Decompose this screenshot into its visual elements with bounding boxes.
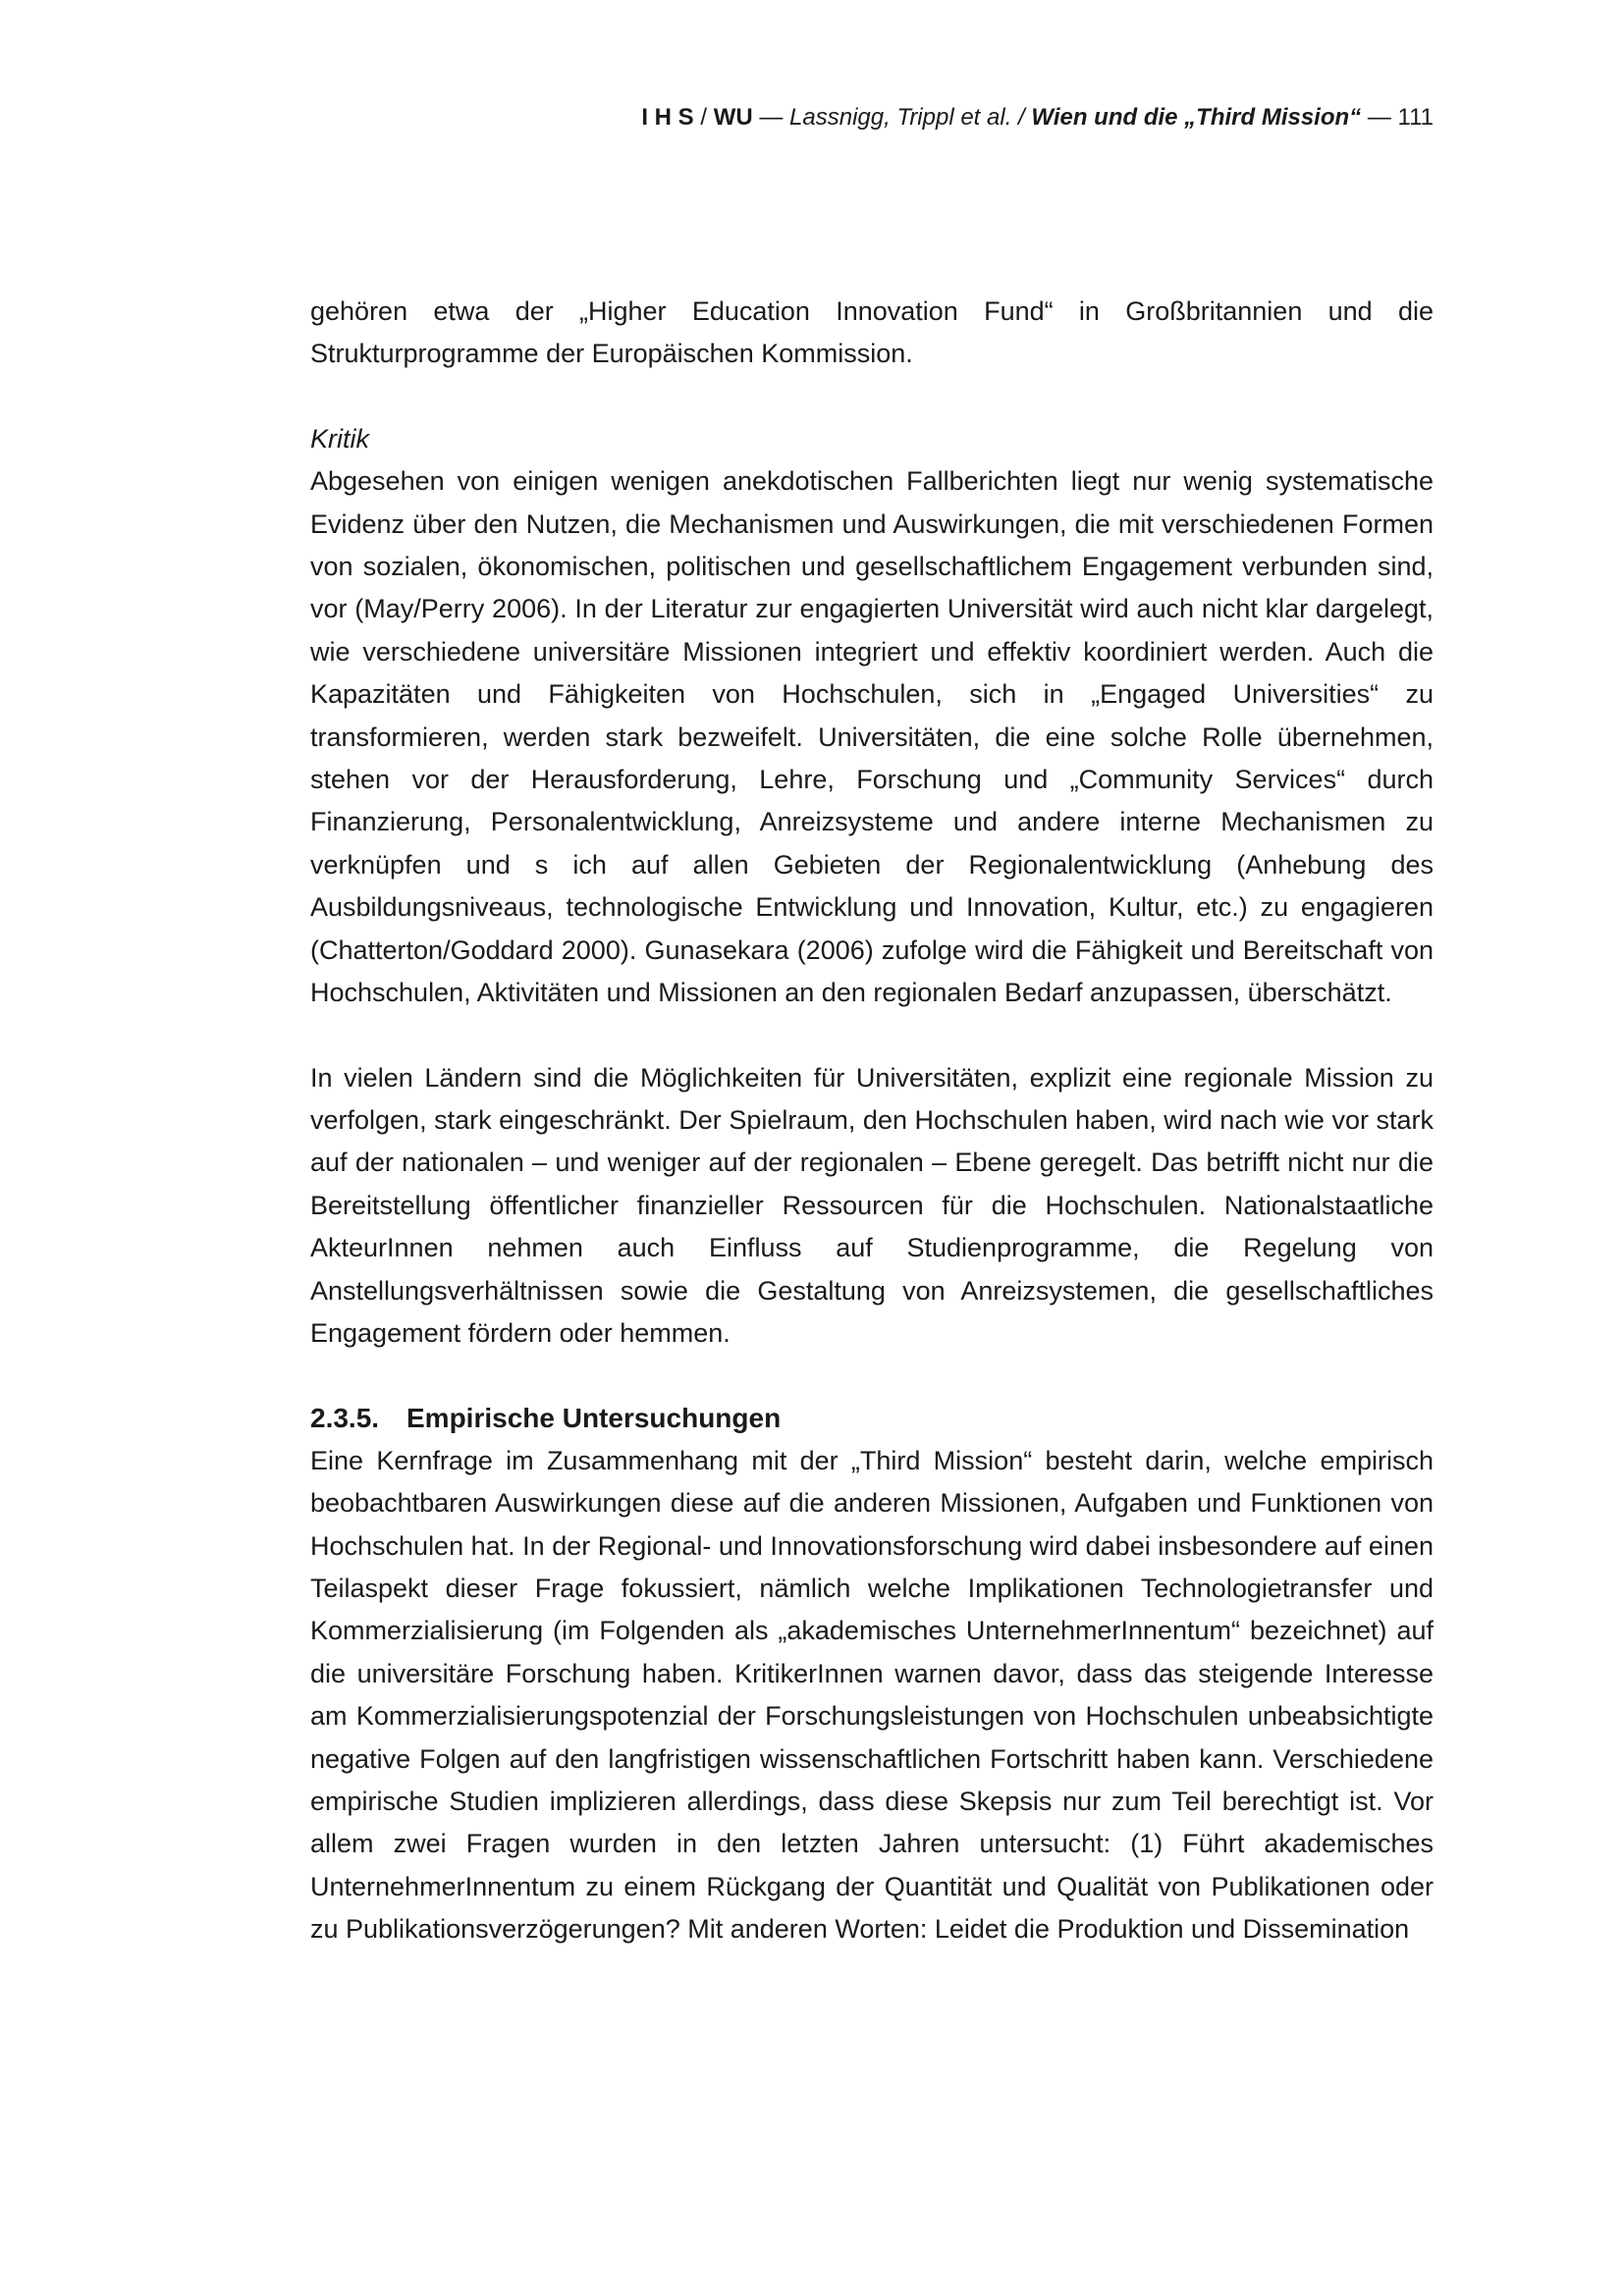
section-heading bbox=[310, 1397, 1434, 1439]
header-authors: Lassnigg, Trippl et al. bbox=[789, 104, 1012, 131]
paragraph-empirisch: Eine Kernfrage im Zusammenhang mit der „Third Mission“ besteht darin, welche empirisch beobachtbaren Auswirkungen diese auf die anderen Missionen, Aufgaben und Funktionen von Hochschulen hat. In der Regional- und Innovationsforschung wird dabei insbesondere auf einen Teilaspekt dieser Frage fokussiert, nämlich welche Implikationen Technologietransfer und Kommerzialisierung (im Folgenden als „akademisches UnternehmerInnentum“ bezeichnet) auf die universitäre Forschung haben. KritikerInnen warnen davor, dass das steigende Interesse am Kommerzialisierungspotenzial der Forschungsleistungen von Hochschulen unbeabsichtigte negative Folgen auf den langfristigen wissenschaftlichen Fortschritt haben kann. Verschiedene empirische Studien implizieren allerdings, dass diese Skepsis nur zum Teil berechtigt ist. Vor allem zwei Fragen wurden in den letzten Jahren untersucht: (1) Führt akademisches UnternehmerInnentum zu einem Rückgang der Quantität und Qualität von Publikationen oder zu Publikationsverzögerungen? Mit anderen Worten: Leidet die Produktion und Dissemination bbox=[310, 1445, 1434, 1945]
header-ihs: I H S bbox=[641, 104, 694, 131]
header-separator: / bbox=[693, 104, 714, 131]
header-document-title: Wien und die „Third Mission“ bbox=[1031, 104, 1362, 131]
section-title: Empirische Untersuchungen bbox=[406, 1403, 782, 1434]
paragraph-laender: In vielen Ländern sind die Möglichkeiten für Universitäten, explizit eine regionale Mission zu verfolgen, stark eingeschränkt. Der Spielraum, den Hochschulen haben, wird nach wie vor stark auf der nationalen – und weniger auf der regionalen – Ebene geregelt. Das betrifft nicht nur die Bereitstellung öffentlicher finanzieller Ressourcen für die Hochschulen. Nationalstaatliche AkteurInnen nehmen auch Einfluss auf Studienprogramme, die Regelung von Anstellungsverhältnissen sowie die Gestaltung von Anreizsystemen, die gesellschaftliches Engagement fördern oder hemmen. bbox=[310, 1062, 1434, 1348]
section-number: 2.3.5. bbox=[310, 1403, 380, 1434]
page-number: 111 bbox=[1397, 104, 1434, 131]
paragraph-kritik: Abgesehen von einigen wenigen anekdotischen Fallberichten liegt nur wenig systematische Evidenz über den Nutzen, die Mechanismen und Auswirkungen, die mit verschiedenen Formen von sozialen, ökonomischen, politischen und gesellschaftlichem Engagement verbunden sind, vor (May/Perry 2006). In der Literatur zur engagierten Universität wird auch nicht klar dargelegt, wie verschiedene universitäre Missionen integriert und effektiv koordiniert werden. Auch die Kapazitäten und Fähigkeiten von Hochschulen, sich in „Engaged Universities“ zu transformieren, werden stark bezweifelt. Universitäten, die eine solche Rolle übernehmen, stehen vor der Herausforderung, Lehre, Forschung und „Community Services“ durch Finanzierung, Personalentwicklung, Anreizsysteme und andere interne Mechanismen zu verknüpfen und s ich auf allen Gebieten der Regionalentwicklung (Anhebung des Ausbildungsniveaus, technologische Entwicklung und Innovation, Kultur, etc.) zu engagieren (Chatterton/Goddard 2000). Gunasekara (2006) zufolge wird die Fähigkeit und Bereitschaft von Hochschulen, Aktivitäten und Missionen an den regionalen Bedarf anzupassen, überschätzt. bbox=[310, 466, 1434, 1008]
paragraph-spacer bbox=[310, 1015, 1434, 1057]
running-header bbox=[641, 102, 1434, 133]
header-wu: WU bbox=[713, 104, 753, 131]
header-separator-2: / bbox=[1011, 104, 1032, 131]
page-body bbox=[310, 291, 1434, 1951]
header-dash: — bbox=[752, 104, 790, 131]
subheading-kritik: Kritik bbox=[310, 423, 369, 454]
paragraph-intro: gehören etwa der „Higher Education Innovation Fund“ in Großbritannien und die Strukturprogramme der Europäischen Kommission. bbox=[310, 296, 1434, 369]
paragraph-spacer bbox=[310, 376, 1434, 418]
header-dash-2: — bbox=[1361, 104, 1398, 131]
paragraph-spacer bbox=[310, 1355, 1434, 1397]
